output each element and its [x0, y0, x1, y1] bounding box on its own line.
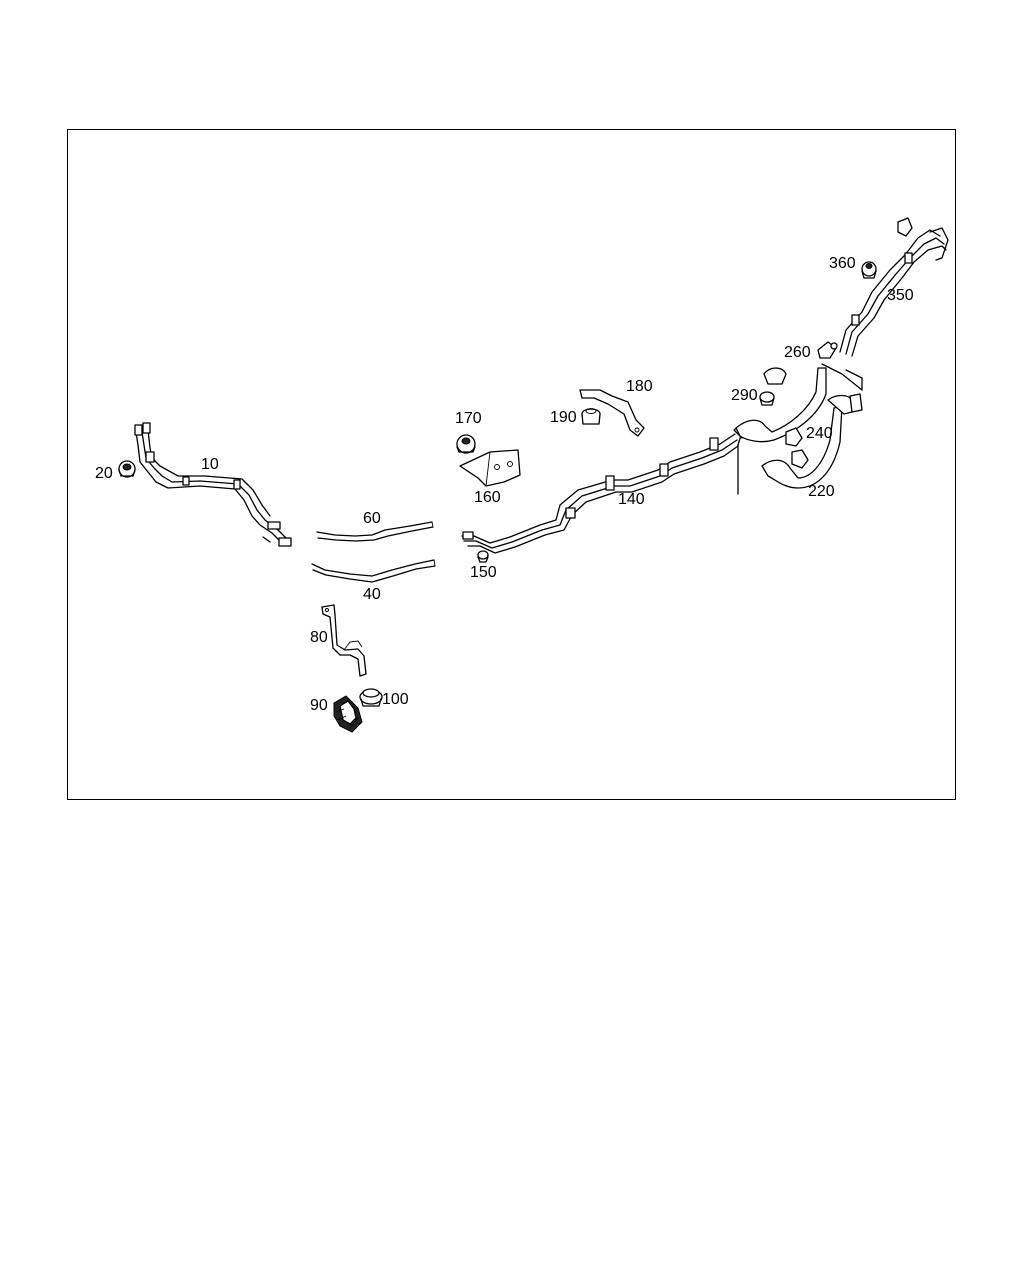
callout-40: 40	[363, 586, 381, 603]
callout-60: 60	[363, 510, 381, 527]
callout-150: 150	[470, 564, 497, 581]
callout-80: 80	[310, 629, 328, 646]
callout-10: 10	[201, 456, 219, 473]
clip-90	[334, 696, 362, 732]
clamps-240	[786, 428, 808, 468]
grommet-170	[457, 435, 475, 453]
nut-360	[862, 262, 876, 278]
bracket-160	[460, 450, 520, 486]
callout-240: 240	[806, 425, 833, 442]
callout-350: 350	[887, 287, 914, 304]
callout-260: 260	[784, 344, 811, 361]
callout-360: 360	[829, 255, 856, 272]
callout-100: 100	[382, 691, 409, 708]
callout-170: 170	[455, 410, 482, 427]
bracket-80	[322, 605, 366, 676]
clamp-290	[760, 368, 786, 405]
callout-160: 160	[474, 489, 501, 506]
callout-290: 290	[731, 387, 758, 404]
pipe-140	[462, 424, 748, 553]
pipe-40	[312, 560, 435, 582]
callout-140: 140	[618, 491, 645, 508]
callout-190: 190	[550, 409, 577, 426]
callout-90: 90	[310, 697, 328, 714]
hoses-220	[736, 364, 862, 494]
nut-150	[478, 551, 488, 562]
nut-20	[119, 461, 135, 477]
pipe-assembly-10	[135, 423, 291, 546]
hose-end-260	[818, 342, 837, 358]
nut-100	[360, 689, 382, 706]
callout-180: 180	[626, 378, 653, 395]
nut-190	[582, 409, 600, 425]
callout-220: 220	[808, 483, 835, 500]
callout-20: 20	[95, 465, 113, 482]
